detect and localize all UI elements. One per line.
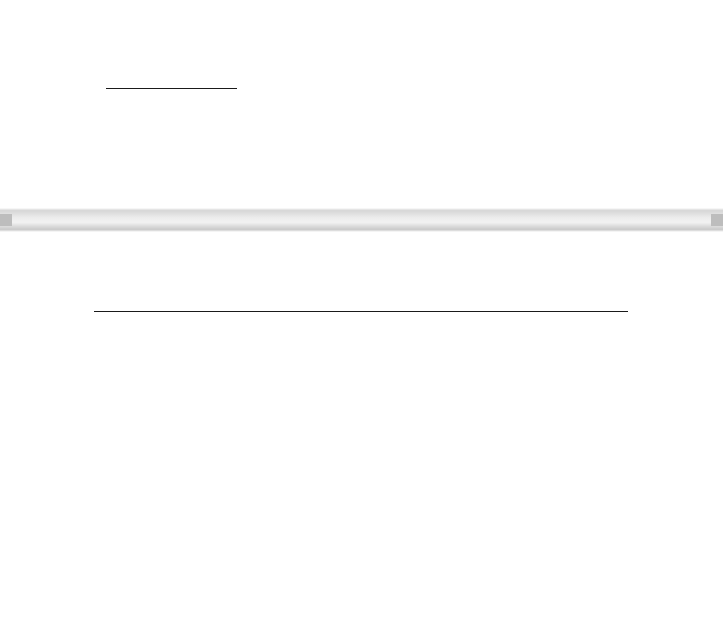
header-rule xyxy=(94,311,628,312)
page-gap-left-edge xyxy=(0,214,12,226)
page-gap xyxy=(0,208,723,232)
footnote-rule xyxy=(106,88,237,89)
page-gap-right-edge xyxy=(711,214,723,226)
